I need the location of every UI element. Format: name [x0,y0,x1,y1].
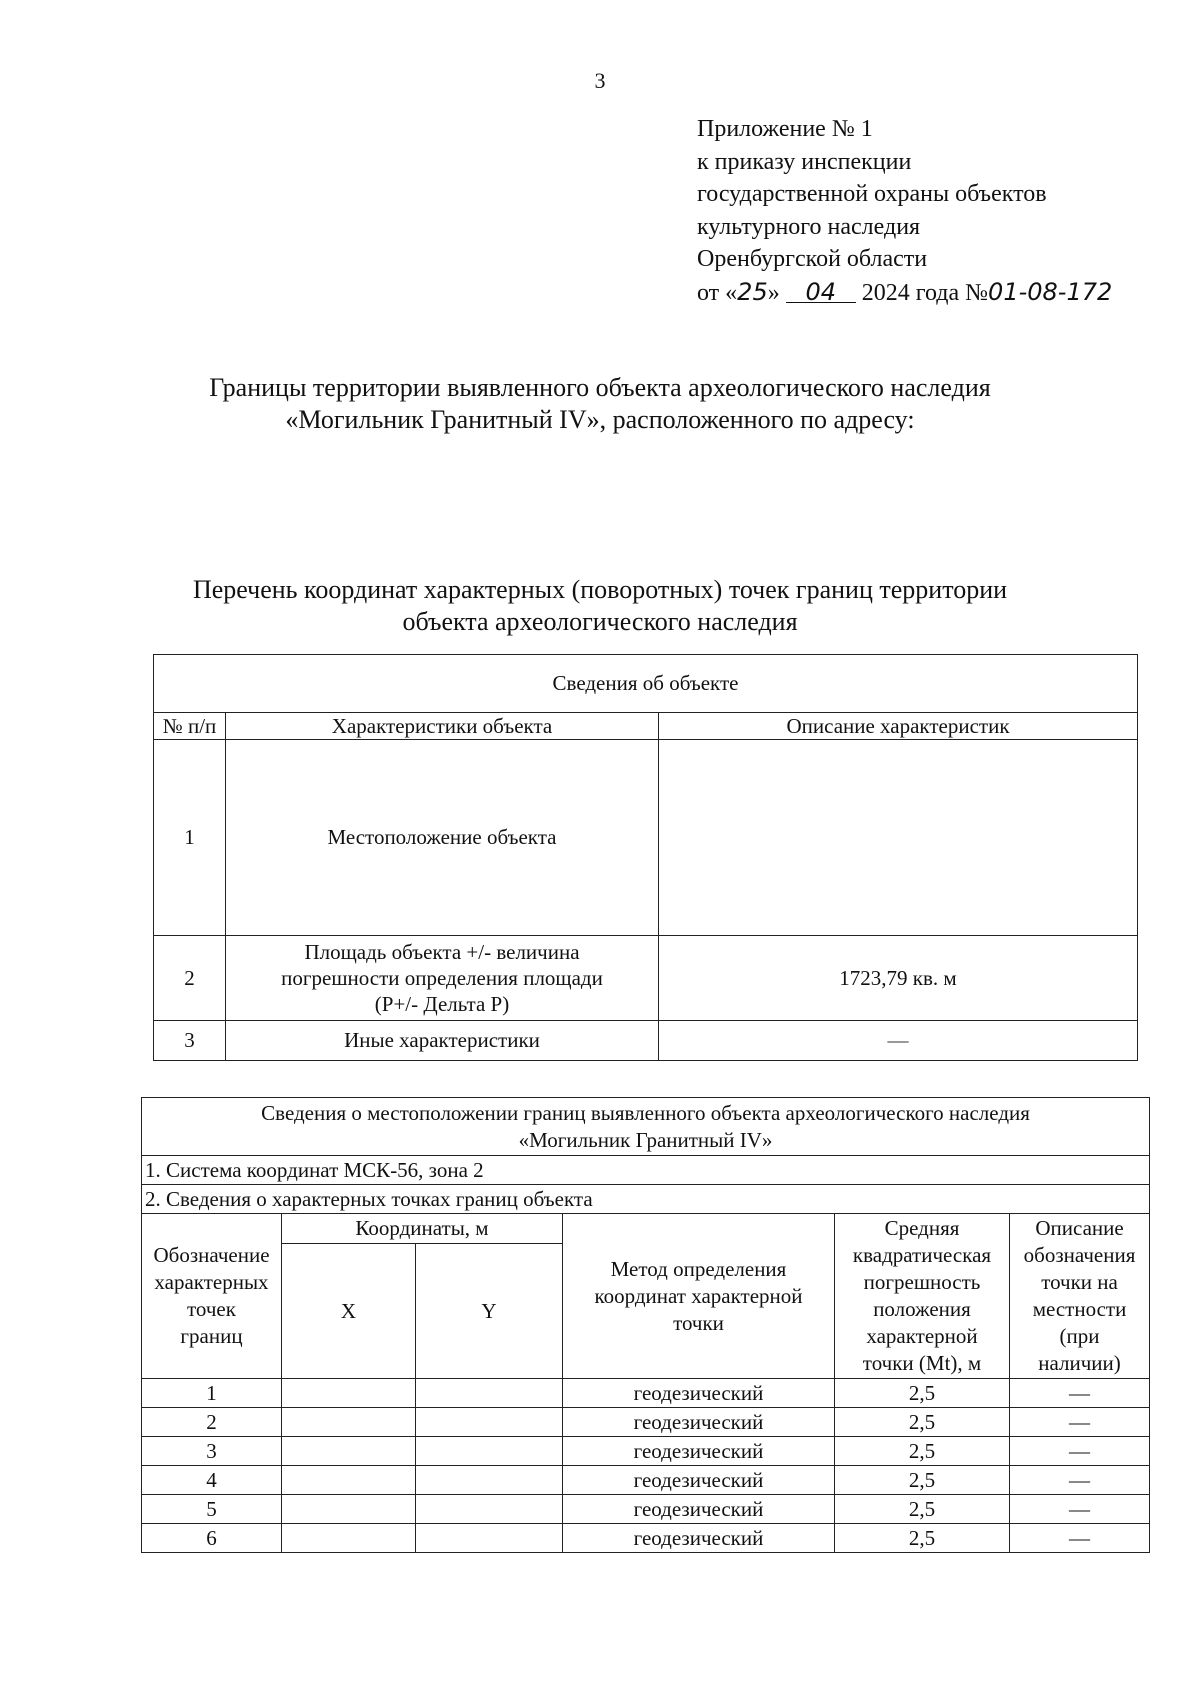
coordinate-x [282,1408,416,1437]
caption-line: «Могильник Гранитный IV» [518,1127,773,1152]
characteristic-name: Иные характеристики [226,1021,659,1061]
header-point-designation [142,1214,282,1379]
coordinate-x [282,1495,416,1524]
area-value: 1723,79 кв. м [659,936,1138,1021]
characteristic-name: Местоположение объекта [226,740,659,936]
coordinate-y [416,1408,563,1437]
header-line: положения [873,1297,971,1321]
header-line: Средняя [884,1216,960,1240]
col-header-number: № п/п [154,713,226,740]
header-line: координат характерной [594,1283,803,1308]
appendix-line: государственной охраны объектов [697,181,1047,207]
point-number: 6 [142,1524,282,1553]
method: геодезический [563,1524,835,1553]
coordinate-y [416,1466,563,1495]
point-number: 1 [142,1379,282,1408]
coordinate-system-row: 1. Система координат МСК-56, зона 2 [142,1156,1150,1185]
handwritten-month: 04 [786,276,856,303]
header-line: точки (Mt), м [862,1351,982,1375]
header-line: Описание [1035,1216,1124,1240]
method: геодезический [563,1495,835,1524]
point-description: — [1010,1437,1150,1466]
characteristic-value [659,740,1138,936]
table-row [142,1379,1150,1408]
appendix-line: Оренбургской области [697,246,928,272]
title-line: «Могильник Гранитный IV», расположенного по адресу: [285,405,915,434]
error-value: 2,5 [835,1379,1010,1408]
handwritten-day: 25 [737,277,768,306]
characteristic-name-line: погрешности определения площади [281,966,603,990]
header-line: Обозначение [153,1243,270,1267]
characteristic-value: — [659,1021,1138,1061]
document-title [0,372,1200,436]
method: геодезический [563,1379,835,1408]
col-header-description: Описание характеристик [659,713,1138,740]
header-line: точки [673,1310,724,1335]
table-row [142,1495,1150,1524]
header-point-description [1010,1214,1150,1379]
appendix-reference [697,113,1112,309]
point-number: 5 [142,1495,282,1524]
appendix-line: к приказу инспекции [697,148,912,175]
page-number: 3 [594,68,606,93]
header-mean-square-error [835,1214,1010,1379]
subtitle-line: Перечень координат характерных (поворотных) точек границ территории [192,575,1008,604]
order-year: 2024 года № [861,279,989,306]
title-line: Границы территории выявленного объекта археологического наследия [209,373,991,402]
coordinate-y [416,1495,563,1524]
header-line: обозначения [1023,1243,1136,1267]
boundary-table-caption [142,1098,1150,1156]
coordinate-x [282,1466,416,1495]
coordinate-y [416,1379,563,1408]
object-table-caption: Сведения об объекте [154,655,1138,713]
coordinate-x [282,1437,416,1466]
header-x: X [282,1244,416,1379]
object-info-table [153,654,1138,1061]
error-value: 2,5 [835,1524,1010,1553]
characteristic-name [226,936,659,1021]
point-number: 3 [142,1437,282,1466]
table-row [154,740,1138,936]
date-mid: » [767,279,780,306]
coordinate-x [282,1379,416,1408]
appendix-line: культурного наследия [697,213,921,240]
order-date-line [697,276,1112,310]
coordinate-y [416,1437,563,1466]
header-line: местности [1032,1297,1127,1321]
characteristic-name-line: (P+/- Дельта P) [374,992,510,1016]
col-header-characteristic: Характеристики объекта [226,713,659,740]
appendix-line: Приложение № 1 [697,116,873,142]
points-section-row: 2. Сведения о характерных точках границ объекта [142,1185,1150,1214]
header-line: Метод определения [610,1256,787,1281]
header-coordinates: Координаты, м [282,1214,563,1244]
header-line: границ [180,1324,243,1348]
point-description: — [1010,1524,1150,1553]
header-line: (при [1059,1324,1100,1348]
error-value: 2,5 [835,1466,1010,1495]
table-row [142,1466,1150,1495]
table-row [142,1437,1150,1466]
error-value: 2,5 [835,1495,1010,1524]
header-y: Y [416,1244,563,1379]
error-value: 2,5 [835,1408,1010,1437]
caption-line: Сведения о местоположении границ выявленного объекта археологического наследия [261,1100,1030,1125]
method: геодезический [563,1408,835,1437]
point-description: — [1010,1408,1150,1437]
header-line: характерных [154,1270,269,1294]
header-line: погрешность [863,1270,981,1294]
method: геодезический [563,1466,835,1495]
table-row [142,1524,1150,1553]
characteristic-name-line: Площадь объекта +/- величина [304,940,580,964]
boundary-points-table [141,1097,1150,1553]
row-number: 2 [154,936,226,1021]
coordinate-y [416,1524,563,1553]
method: геодезический [563,1437,835,1466]
subtitle-line: объекта археологического наследия [402,607,798,636]
header-line: характерной [866,1324,978,1348]
table-row [154,936,1138,1021]
point-description: — [1010,1495,1150,1524]
row-number: 1 [154,740,226,936]
header-line: точки на [1041,1270,1118,1294]
header-line: наличии) [1038,1351,1121,1375]
point-number: 2 [142,1408,282,1437]
table-row [142,1408,1150,1437]
header-line: точек [187,1297,236,1321]
handwritten-order-number: 01-08-172 [988,277,1113,306]
table-row [154,1021,1138,1061]
error-value: 2,5 [835,1437,1010,1466]
coordinate-x [282,1524,416,1553]
point-description: — [1010,1379,1150,1408]
row-number: 3 [154,1021,226,1061]
point-number: 4 [142,1466,282,1495]
header-line: квадратическая [852,1243,992,1267]
header-method [563,1214,835,1379]
point-description: — [1010,1466,1150,1495]
date-prefix: от « [697,279,738,306]
document-subtitle [0,574,1200,638]
